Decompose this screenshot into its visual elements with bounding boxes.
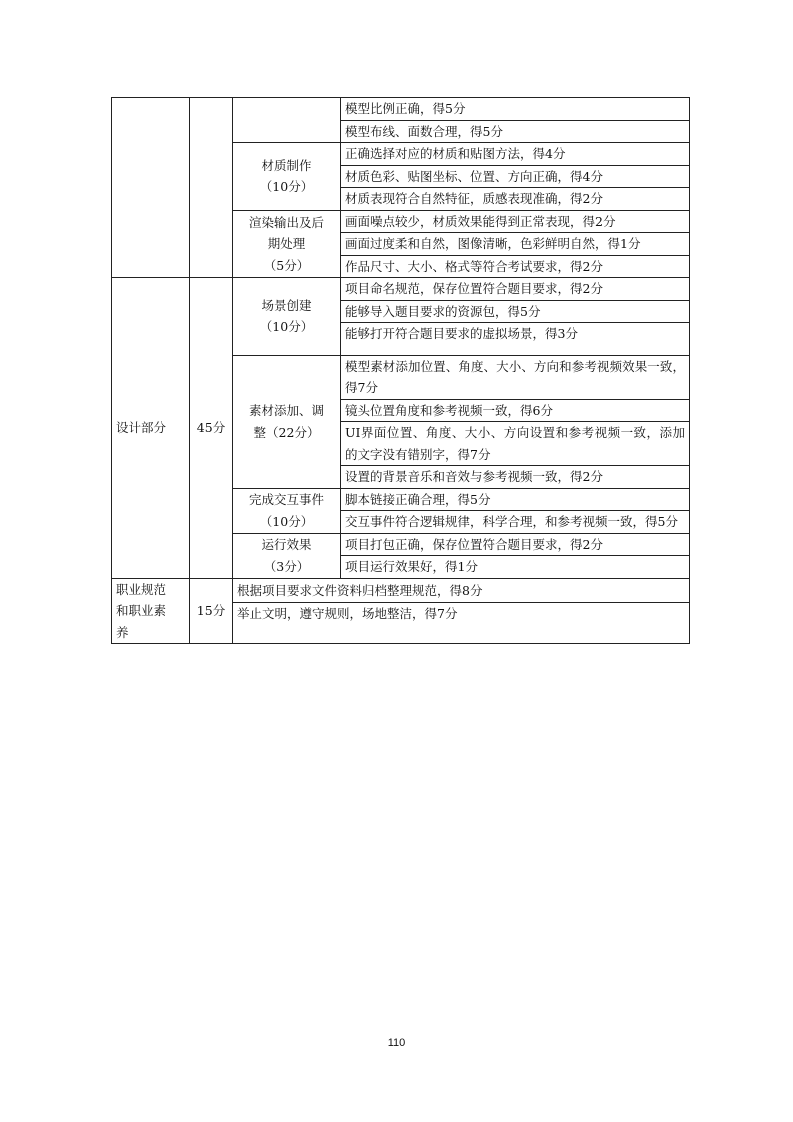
section-name-line: 职业规范	[116, 581, 167, 597]
criterion-cell: UI界面位置、角度、大小、方向设置和参考视频一致，添加的文字没有错别字，得7分	[341, 422, 690, 466]
criterion-cell: 材质表现符合自然特征，质感表现准确，得2分	[341, 188, 690, 211]
item-title-line: 期处理	[267, 236, 306, 251]
criterion-cell: 模型布线、面数合理，得5分	[341, 120, 690, 143]
section-design-score: 45分	[190, 278, 233, 579]
item-score: （5分）	[263, 257, 310, 273]
criterion-cell: 举止文明，遵守规则，场地整洁，得7分	[233, 603, 690, 644]
item-title: 材质制作	[261, 157, 312, 173]
section-name-line: 和职业素	[116, 603, 167, 618]
criterion-cell: 模型素材添加位置、角度、大小、方向和参考视频效果一致，得7分	[341, 355, 690, 399]
criterion-cell: 模型比例正确，得5分	[341, 98, 690, 121]
criterion-cell: 材质色彩、贴图坐标、位置、方向正确，得4分	[341, 165, 690, 188]
section-design: 设计部分	[112, 278, 190, 579]
criterion-cell: 根据项目要求文件资料归档整理规范，得8分	[233, 578, 690, 603]
section-cell-continued	[112, 98, 190, 278]
item-asset	[233, 355, 341, 488]
item-run	[233, 533, 341, 578]
criterion-cell: 项目命名规范，保存位置符合题目要求，得2分	[341, 278, 690, 301]
table-row	[112, 278, 690, 301]
scoring-rubric-table	[111, 97, 690, 644]
item-title-line: 渲染输出及后	[248, 214, 324, 230]
item-title: 完成交互事件	[248, 492, 324, 507]
item-title: 运行效果	[261, 537, 312, 552]
section-professional	[112, 578, 190, 644]
item-score: （10分）	[259, 319, 314, 335]
score-cell-continued	[190, 98, 233, 278]
item-cell-continued	[233, 98, 341, 143]
section-professional-score: 15分	[190, 578, 233, 644]
criterion-cell: 项目运行效果好，得1分	[341, 556, 690, 579]
item-title-line: 整（22分）	[253, 424, 320, 440]
item-render	[233, 210, 341, 278]
item-scene	[233, 278, 341, 356]
criterion-cell: 能够导入题目要求的资源包，得5分	[341, 300, 690, 323]
criterion-cell: 设置的背景音乐和音效与参考视频一致，得2分	[341, 466, 690, 489]
criterion-cell: 交互事件符合逻辑规律，科学合理，和参考视频一致，得5分	[341, 511, 690, 534]
criterion-cell: 脚本链接正确合理，得5分	[341, 488, 690, 511]
item-score: （10分）	[259, 179, 314, 195]
page-number: 110	[387, 1037, 406, 1049]
table-row	[112, 578, 690, 603]
item-score: （10分）	[259, 513, 314, 529]
criterion-cell: 能够打开符合题目要求的虚拟场景，得3分	[341, 323, 690, 356]
section-name-line: 养	[116, 624, 129, 640]
item-interaction	[233, 488, 341, 533]
criterion-cell: 作品尺寸、大小、格式等符合考试要求，得2分	[341, 255, 690, 278]
criterion-cell: 镜头位置角度和参考视频一致，得6分	[341, 399, 690, 422]
criterion-cell: 项目打包正确，保存位置符合题目要求，得2分	[341, 533, 690, 556]
item-material	[233, 143, 341, 211]
criterion-cell: 画面过度柔和自然，图像清晰，色彩鲜明自然，得1分	[341, 233, 690, 256]
item-title: 场景创建	[261, 297, 312, 313]
criterion-cell: 画面噪点较少，材质效果能得到正常表现，得2分	[341, 210, 690, 233]
item-score: （3分）	[263, 558, 310, 574]
item-title-line: 素材添加、调	[248, 403, 324, 418]
criterion-cell: 正确选择对应的材质和贴图方法，得4分	[341, 143, 690, 166]
table-row	[112, 98, 690, 121]
